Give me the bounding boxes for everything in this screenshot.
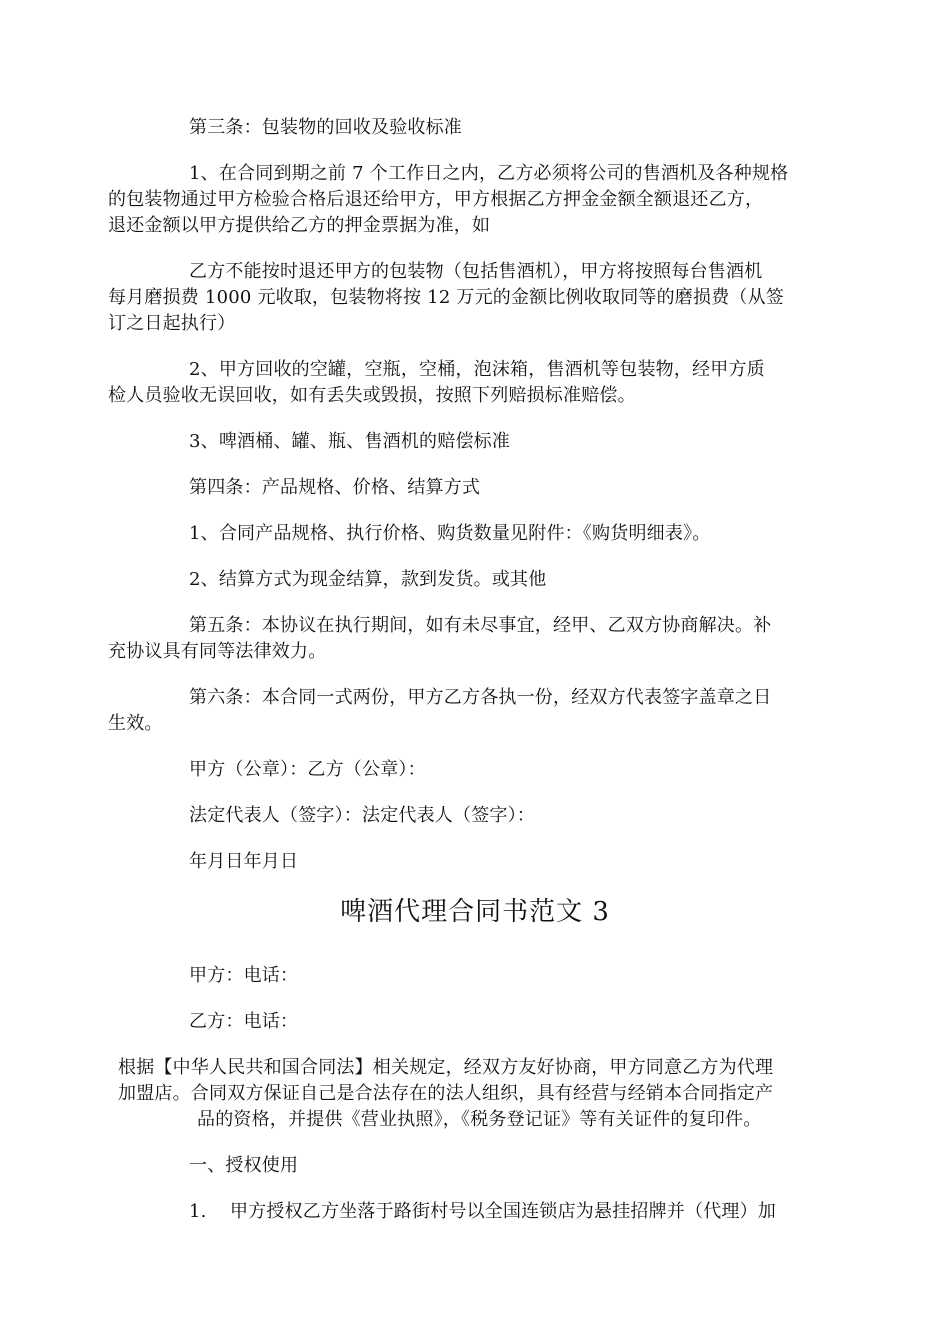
- paragraph-line: 1、合同产品规格、执行价格、购货数量见附件：《购货明细表》。: [189, 523, 711, 544]
- paragraph-line: 甲方授权乙方坐落于路街村号以全国连锁店为悬挂招牌并（代理）加: [230, 1201, 776, 1222]
- article-3-heading: 第三条：包装物的回收及验收标准: [189, 117, 462, 138]
- date-line: 年月日年月日: [189, 851, 299, 872]
- paragraph-line: 第五条：本协议在执行期间，如有未尽事宜，经甲、乙双方协商解决。补: [189, 615, 772, 636]
- party-a-line: 甲方：电话：: [189, 965, 299, 986]
- paragraph-line: 2、结算方式为现金结算，款到发货。或其他: [189, 569, 547, 590]
- party-b-line: 乙方：电话：: [189, 1011, 299, 1032]
- list-number: 1.: [189, 1201, 207, 1222]
- paragraph-line: 生效。: [108, 713, 163, 734]
- paragraph-line: 乙方不能按时退还甲方的包装物（包括售酒机），甲方将按照每台售酒机: [189, 261, 763, 282]
- paragraph-line: 加盟店。合同双方保证自己是合法存在的法人组织，具有经营与经销本合同指定产: [118, 1083, 774, 1104]
- signature-line: 法定代表人（签字）：法定代表人（签字）：: [189, 805, 535, 826]
- article-4-heading: 第四条：产品规格、价格、结算方式: [189, 477, 481, 498]
- paragraph-line: 1、在合同到期之前 7 个工作日之内，乙方必须将公司的售酒机及各种规格: [189, 163, 789, 184]
- paragraph-line: 退还金额以甲方提供给乙方的押金票据为准，如: [108, 215, 491, 236]
- paragraph-line: 每月磨损费 1000 元收取，包装物将按 12 万元的金额比例收取同等的磨损费（从签: [108, 287, 784, 308]
- paragraph-line: 充协议具有同等法律效力。: [108, 641, 327, 662]
- document-title: 啤酒代理合同书范文 3: [340, 897, 610, 927]
- section-heading: 一、授权使用: [189, 1155, 299, 1176]
- paragraph-line: 3、啤酒桶、罐、瓶、售酒机的赔偿标准: [189, 431, 511, 452]
- paragraph-line: 第六条：本合同一式两份，甲方乙方各执一份，经双方代表签字盖章之日: [189, 687, 772, 708]
- paragraph-line: 根据【中华人民共和国合同法】相关规定，经双方友好协商，甲方同意乙方为代理: [118, 1057, 774, 1078]
- seal-line: 甲方（公章）：乙方（公章）：: [189, 759, 426, 780]
- paragraph-line: 的包装物通过甲方检验合格后退还给甲方，甲方根据乙方押金金额全额退还乙方，: [108, 189, 764, 210]
- paragraph-line: 检人员验收无误回收，如有丢失或毁损，按照下列赔损标准赔偿。: [108, 385, 636, 406]
- paragraph-line: 订之日起执行）: [108, 313, 236, 334]
- paragraph-line: 品的资格，并提供《营业执照》，《税务登记证》等有关证件的复印件。: [197, 1109, 762, 1130]
- paragraph-line: 2、甲方回收的空罐，空瓶，空桶，泡沫箱，售酒机等包装物，经甲方质: [189, 359, 765, 380]
